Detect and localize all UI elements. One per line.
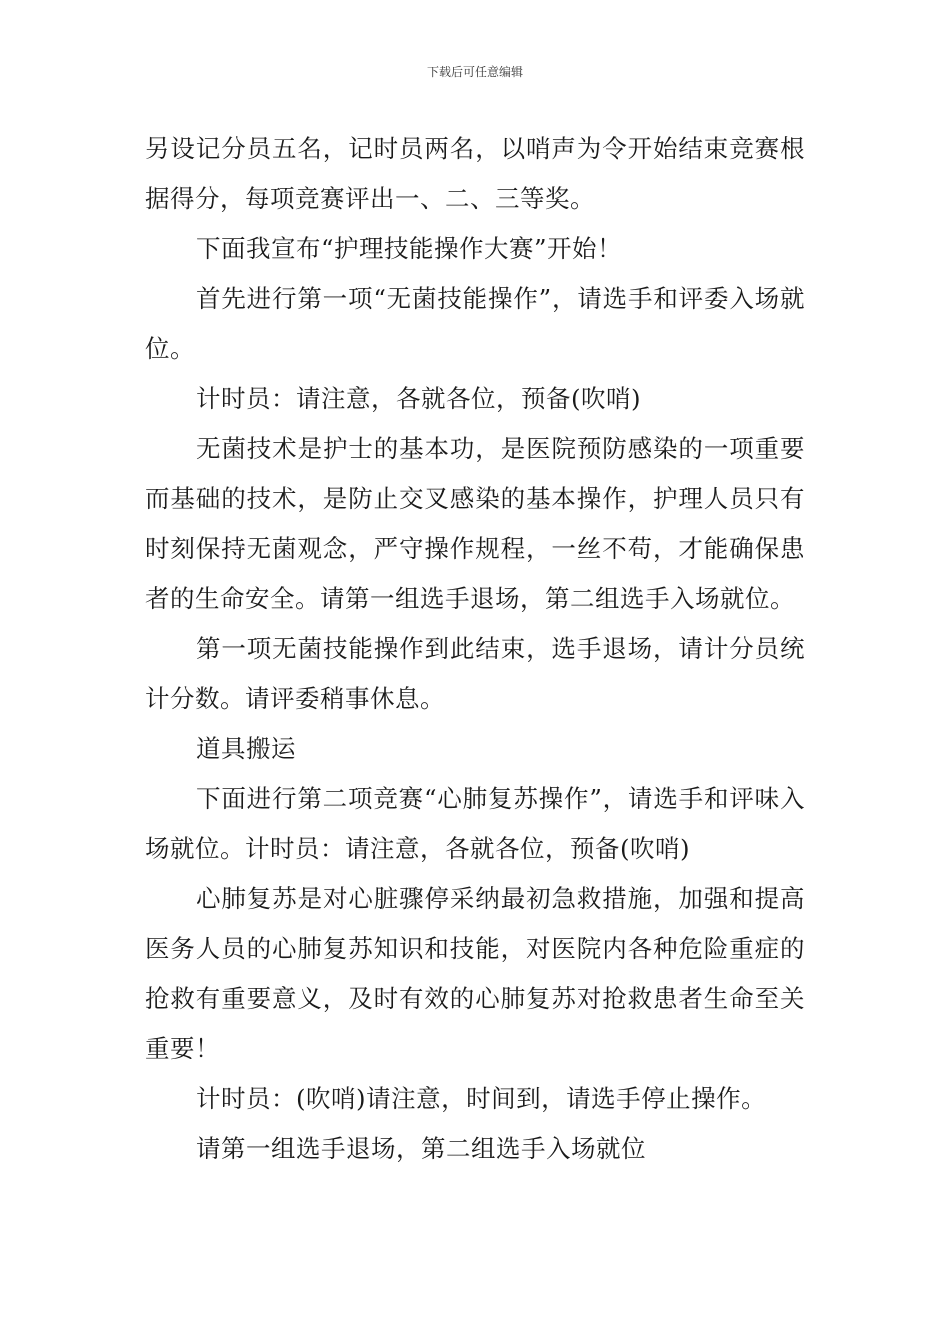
paragraph-3: 首先进行第一项“无菌技能操作”，请选手和评委入场就位。 — [145, 284, 805, 363]
paragraph-2: 下面我宣布“护理技能操作大赛”开始！ — [196, 234, 623, 263]
document-body — [145, 124, 805, 1174]
paragraph-11: 请第一组选手退场，第二组选手入场就位 — [196, 1134, 646, 1163]
paragraph-10: 计时员：(吹哨)请注意，时间到，请选手停止操作。 — [196, 1084, 767, 1113]
paragraph-1: 另设记分员五名，记时员两名，以哨声为令开始结束竞赛根据得分，每项竞赛评出一、二、三等奖。 — [145, 134, 805, 213]
paragraph-9: 心肺复苏是对心脏骤停采纳最初急救措施，加强和提高医务人员的心肺复苏知识和技能，对医院内各种危险重症的抢救有重要意义，及时有效的心肺复苏对抢救患者生命至关重要！ — [145, 884, 805, 1063]
paragraph-6: 第一项无菌技能操作到此结束，选手退场，请计分员统计分数。请评委稍事休息。 — [145, 634, 805, 713]
paragraph-8: 下面进行第二项竞赛“心肺复苏操作”，请选手和评味入场就位。计时员：请注意，各就各位，预备(吹哨) — [145, 784, 805, 863]
page-header: 下载后可任意编辑 — [426, 65, 523, 79]
paragraph-7: 道具搬运 — [196, 734, 296, 763]
paragraph-5: 无菌技术是护士的基本功，是医院预防感染的一项重要而基础的技术，是防止交叉感染的基本操作，护理人员只有时刻保持无菌观念，严守操作规程，一丝不苟，才能确保患者的生命安全。请第一组选手退场，第二组选手入场就位。 — [145, 434, 805, 613]
paragraph-4: 计时员：请注意，各就各位，预备(吹哨) — [196, 384, 642, 413]
